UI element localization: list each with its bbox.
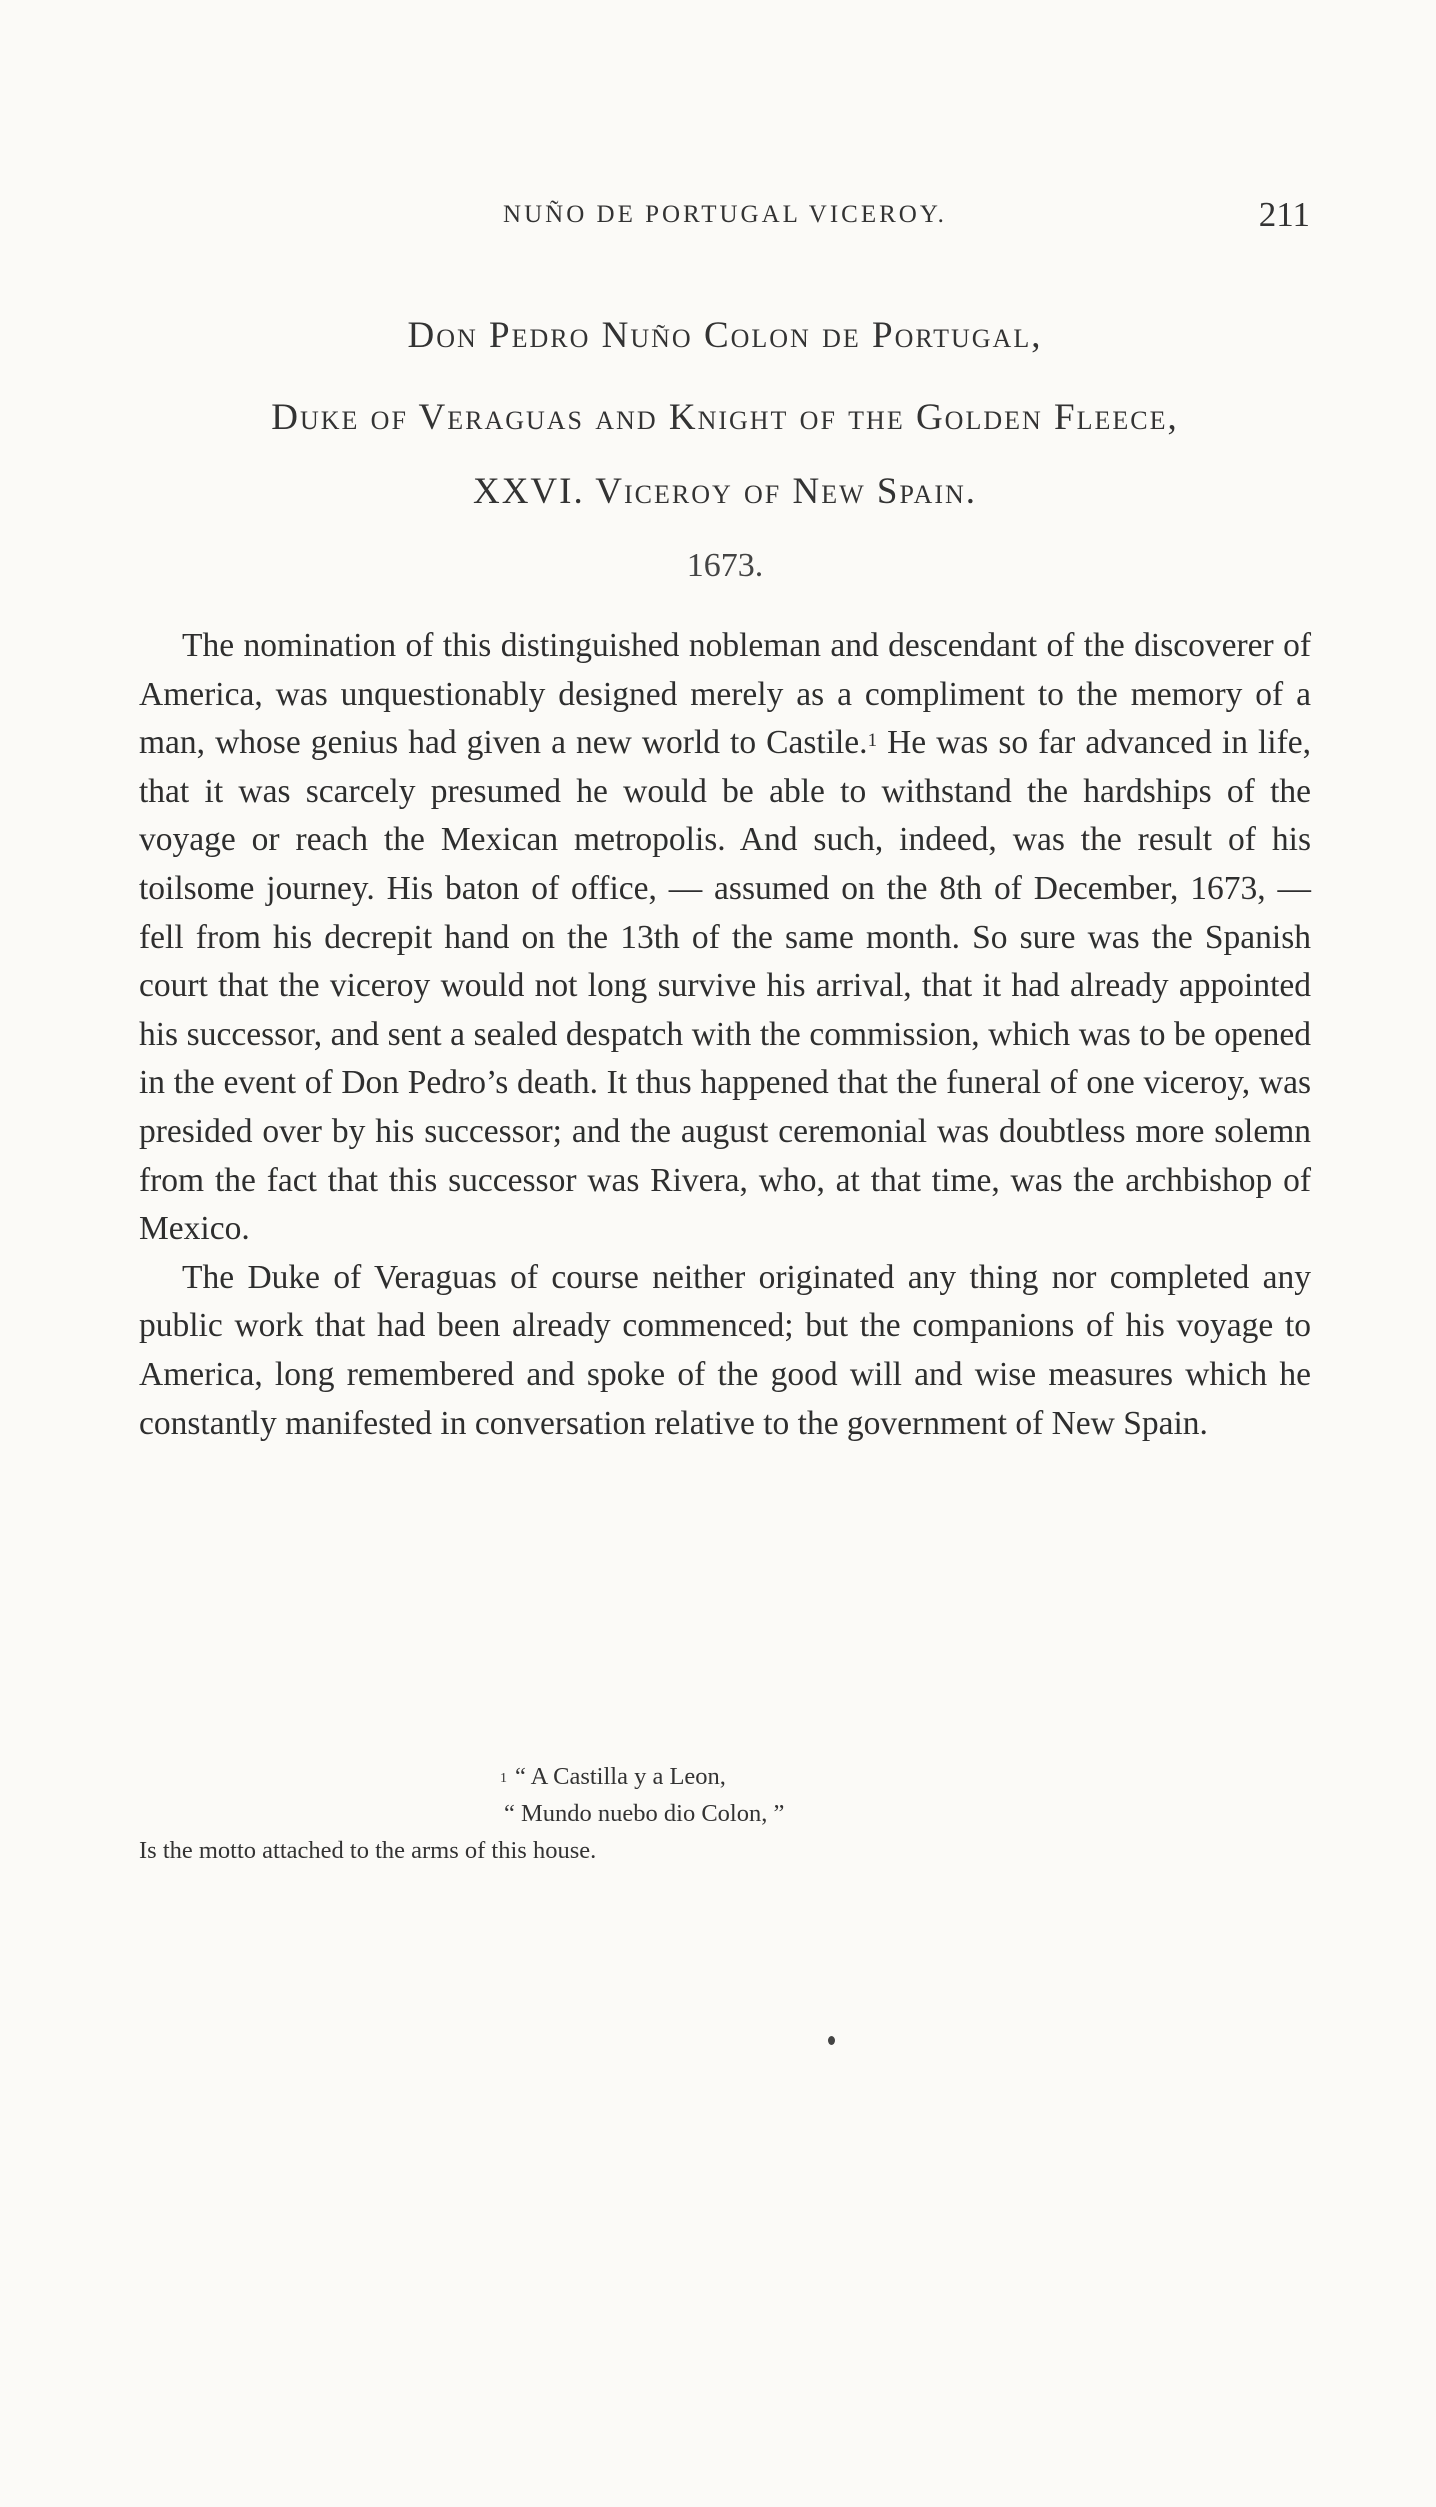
footnote	[139, 1758, 1311, 1869]
footnote-number: 1	[500, 1771, 507, 1786]
heading-line-1: Don Pedro Nuño Colon de Portugal,	[407, 315, 1043, 356]
footnote-line-3: Is the motto attached to the arms of this house.	[139, 1837, 597, 1864]
footnote-line-1-text: “ A Castilla y a Leon,	[515, 1763, 726, 1790]
body-text	[139, 622, 1311, 1448]
paragraph-1-part-2: He was so far advanced in life, that it was scarcely presumed he would be able to withstand the hardships of the voyage or reach the Mexican metropolis. And such, indeed, was the result of his toilsome journey. His baton of office, — assumed on the 8th of December, 1673, — fell from his decrepit hand on the 13th of the same month. So sure was the Spanish court that the viceroy would not long survive his arrival, that it had already appointed his successor, and sent a sealed despatch with the commission, which was to be opened in the event of Don Pedro’s death. It thus happened that the funeral of one viceroy, was presided over by his successor; and the august ceremonial was doubtless more solemn from the fact that this successor was Rivera, who, at that time, was the archbishop of Mexico.	[139, 724, 1311, 1248]
running-title: NUÑO DE PORTUGAL VICEROY.	[503, 201, 947, 228]
footnote-line-1	[139, 1758, 1311, 1795]
page-number: 211	[1258, 195, 1310, 234]
ink-speck	[828, 2036, 835, 2045]
paragraph-1-part-1: The nomination of this distinguished nobleman and descendant of the discoverer of America, was unquestionably designed merely as a compliment to the memory of a man, whose genius had given a new world to Castile.	[139, 627, 1311, 762]
paragraph-1	[139, 622, 1311, 1254]
heading-line-2: Duke of Veraguas and Knight of the Golden Fleece,	[271, 397, 1179, 438]
paragraph-2: The Duke of Veraguas of course neither originated any thing nor completed any public work that had been already commenced; but the companions of his voyage to America, long remembered and spoke of the good will and wise measures which he constantly manifested in conversation relative to the government of New Spain.	[139, 1258, 1311, 1442]
running-head	[140, 190, 1310, 240]
footnote-reference: 1	[867, 730, 878, 752]
footnote-line-2: “ Mundo nuebo dio Colon, ”	[504, 1800, 785, 1827]
year: 1673.	[686, 547, 764, 584]
heading-line-3: XXVI. Viceroy of New Spain.	[472, 471, 978, 512]
